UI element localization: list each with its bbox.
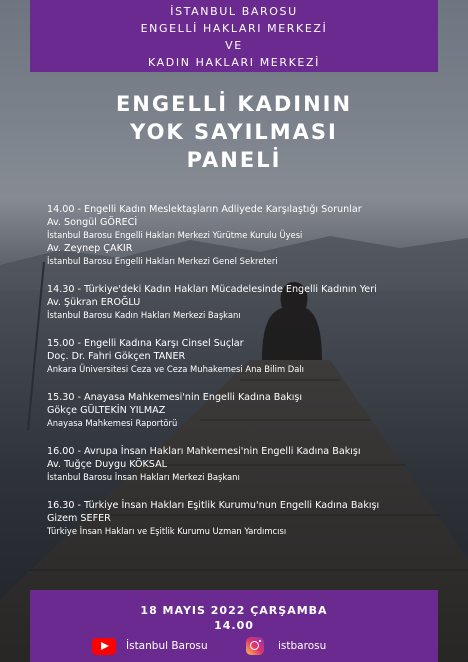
youtube-label: İstanbul Barosu <box>126 640 208 652</box>
session-role: Türkiye İnsan Hakları ve Eşitlik Kurumu Uzman Yardımcısı <box>47 526 287 536</box>
session-role: Ankara Üniversitesi Ceza ve Ceza Muhakemesi Ana Bilim Dalı <box>47 364 305 374</box>
instagram-link[interactable] <box>246 637 326 655</box>
youtube-icon <box>92 638 116 655</box>
header-line-1: İSTANBUL BAROSU <box>170 5 298 18</box>
session-heading: 15.00 - Engelli Kadına Karşı Cinsel Suçlar <box>47 338 244 349</box>
session-heading: 15.30 - Anayasa Mahkemesi'nin Engelli Kadına Bakışı <box>47 392 303 403</box>
header-line-4: KADIN HAKLARI MERKEZİ <box>148 56 320 69</box>
session-heading: 16.30 - Türkiye İnsan Hakları Eşitlik Kurumu'nun Engelli Kadına Bakışı <box>47 500 380 511</box>
session-item <box>47 499 423 538</box>
session-speaker: Av. Zeynep ÇAKIR <box>47 243 133 254</box>
session-role: İstanbul Barosu İnsan Hakları Merkezi Başkanı <box>47 472 240 482</box>
session-heading: 14.30 - Türkiye'deki Kadın Hakları Mücadelesinde Engelli Kadının Yeri <box>47 284 377 295</box>
header-line-3: VE <box>225 39 243 52</box>
event-time: 14.00 <box>214 619 254 632</box>
session-heading: 14.00 - Engelli Kadın Meslektaşların Adliyede Karşılaştığı Sorunlar <box>47 204 362 215</box>
session-role: İstanbul Barosu Engelli Hakları Merkezi Genel Sekreteri <box>47 256 278 266</box>
session-item <box>47 445 423 484</box>
bottom-banner <box>30 590 438 662</box>
instagram-icon <box>246 637 264 655</box>
session-heading: 16.00 - Avrupa İnsan Hakları Mahkemesi'nin Engelli Kadına Bakışı <box>47 446 361 457</box>
session-speaker: Doç. Dr. Fahri Gökçen TANER <box>47 351 186 362</box>
program-list <box>47 203 423 553</box>
youtube-link[interactable] <box>92 637 208 655</box>
session-speaker: Av. Tuğçe Duygu KÖKSAL <box>47 459 167 470</box>
session-speaker: Av. Şükran EROĞLU <box>47 297 141 308</box>
header-line-2: ENGELLİ HAKLARI MERKEZİ <box>140 22 328 35</box>
top-banner <box>30 0 438 72</box>
title-line-1: ENGELLİ KADININ <box>115 92 353 116</box>
event-date: 18 MAYIS 2022 ÇARŞAMBA <box>140 604 328 617</box>
title-line-2: YOK SAYILMASI <box>130 120 338 144</box>
session-role: Anayasa Mahkemesi Raportörü <box>47 418 178 428</box>
session-role: İstanbul Barosu Engelli Hakları Merkezi Yürütme Kurulu Üyesi <box>47 230 303 240</box>
session-item <box>47 337 423 376</box>
session-speaker: Gökçe GÜLTEKİN YILMAZ <box>47 405 166 416</box>
session-speaker: Gizem SEFER <box>47 513 111 524</box>
session-item <box>47 203 423 268</box>
title-line-3: PANELİ <box>186 148 282 172</box>
instagram-label: istbarosu <box>278 640 327 652</box>
session-speaker: Av. Songül GÖRECİ <box>47 217 138 228</box>
session-role: İstanbul Barosu Kadın Hakları Merkezi Başkanı <box>47 310 241 320</box>
session-item <box>47 283 423 322</box>
panel-title <box>0 90 468 174</box>
session-item <box>47 391 423 430</box>
